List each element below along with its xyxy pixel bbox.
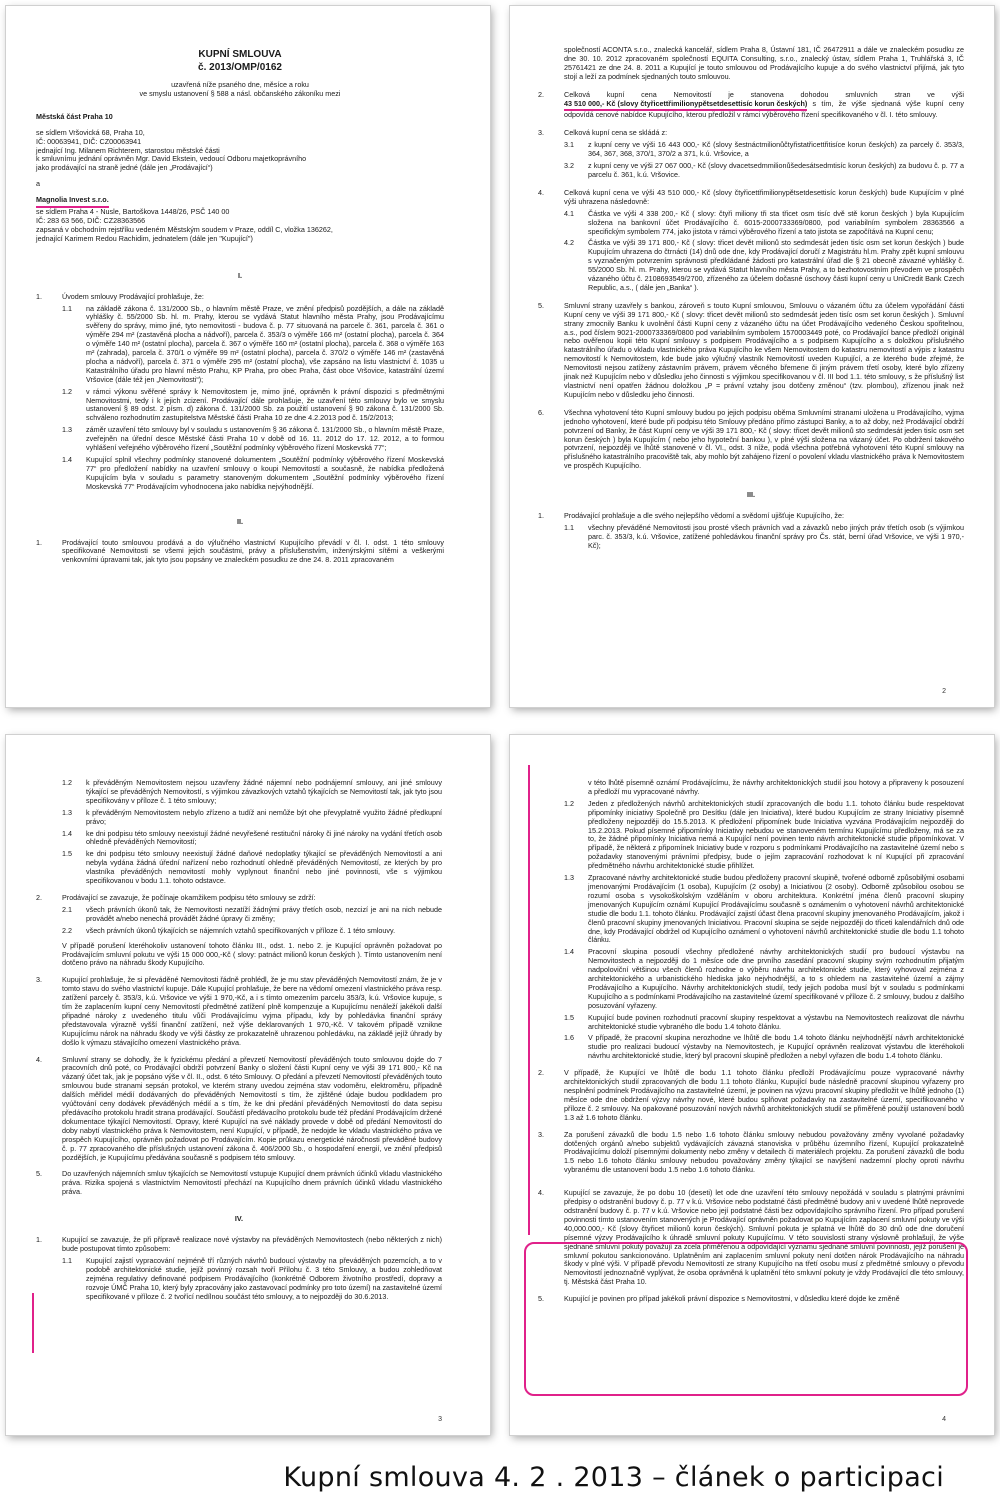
article-heading-4: IV. [234, 1214, 244, 1224]
document-page-2 [510, 6, 994, 707]
paragraph-number: 3. [36, 975, 42, 985]
subparagraph-number: 1.5 [62, 849, 72, 859]
article-heading-1: I. [238, 270, 242, 280]
subparagraph-number: 1.3 [62, 425, 72, 435]
subparagraph [36, 927, 442, 936]
paragraph-number: 1. [36, 537, 42, 547]
paragraph [538, 1069, 964, 1122]
intro-line-2: ve smyslu ustanovení § 588 a násl. občanského zákoníku mezi [139, 88, 341, 98]
article-heading-3: III. [747, 490, 755, 500]
paragraph-text: Kupující se zavazuje, že při přípravě realizace nové výstavby na převáděných Nemovitostech (nebo některých z nich) bude postupovat tímto způsobem: [62, 1235, 442, 1253]
paragraph [538, 302, 964, 400]
subparagraph-text: záměr uzavření této smlouvy byl v souladu s ustanovením § 36 zákona č. 131/2000 Sb., o hlavním městě Praze, zveřejněn na úřední desce Městské části Praha 10 v době od 16. 11. 2012 do 17. 12. 2012, a to formou vyhlášení veřejného výběrového řízení „Soutěžní podmínky výběrového řízení Moskevská 77“; [86, 425, 444, 453]
highlighted-price: 43 510 000,- Kč (slovy čtyřicettřimilionypětsetdesettisíc korun českých) [564, 100, 807, 112]
subparagraph [36, 809, 442, 827]
subparagraph-number: 1.2 [564, 798, 574, 808]
paragraph-number: 1. [36, 291, 42, 301]
subparagraph [36, 1257, 442, 1302]
subparagraph [538, 141, 964, 159]
article-heading-2: II. [237, 516, 243, 526]
paragraph-number: 4. [538, 1188, 544, 1198]
subparagraph-number: 1.4 [564, 947, 574, 957]
subparagraph-text: všech právních úkonů týkajících se nájemních vztahů specifikovaných v příloze č. 1 této smlouvy. [86, 925, 396, 935]
subparagraph [538, 948, 964, 1010]
subparagraph-text: z kupní ceny ve výši 16 443 000,- Kč (slovy šestnáctmilionůčtyřistatřicettřitisíce korun českých) za parcely č. 353/3, 364, 367, 368, 370/1, 370/2 a 371, k.ú. Vršovice, a [588, 140, 964, 159]
paragraph [36, 1056, 442, 1163]
paragraph-text: Kupující prohlašuje, že si převáděné Nemovitosti řádně prohlédl, že je mu stav převáděných Nemovitostí znám, že je v tomto stavu do svého vlastnictví kupuje. Dále Kupující prohlašuje, že bere na vědomí omezení vlastnického práva resp. zatížení parcely č. 353/3, k.ú. Vršovice ve výši 1 970,-Kč, a i s tímto omezením parcelu 353/3, k.ú. Vršovice kupuje, s tím že zaplacením kupní ceny Nemovitostí předmětné zatížení plně kompenzuje a Kupujícímu nenáleží jakékoli další připadné nároky z uvedeného titulu vůči Prodávajícímu vyjma případu, kdy by pohledávka finanční správy představovala výrazně vyšší finanční zatížení, než výše deklarovaných 1 970,-Kč. V takovém případě vznikne Kupujícímu nárok na náhradu škody ve výši částky ze prokazatelně uhrazenou pohledávku, na základě jejíž úhrady by došlo k výmazu stávajícího omezení vlastnického práva. [62, 975, 442, 1047]
paragraph-text: Prodávající touto smlouvou prodává a do výlučného vlastnictví Kupujícího převádí v čl. I. odst. 1 této smlouvy specifikované Nemovitosti se všemi jejich součástmi, právy a příslušenstvím, inženýrskými sítěmi a veškerými venkovními úpravami tak, jak tyto jsou popsány ve znaleckém posudku ze dne 24. 8. 2011 zpracovaném [62, 537, 444, 565]
subparagraph-number: 1.1 [564, 522, 574, 532]
paragraph [538, 46, 964, 82]
subparagraph-number: 1.1 [62, 1255, 72, 1265]
paragraph-text: Za porušení závazků dle bodu 1.5 nebo 1.6 tohoto článku smlouvy nebudou považovány změny vyvolané požadavky dotčených orgánů a/nebo subjektů vydávajících závazná stanoviska v průběhu územního řízení, Kupující prokazatelně Prodávajícímu doloží písemnými dokumenty nebo změny v detailech či materiálech projektu. Za porušení závazků dle bodu 1.5 nebo 1.6 tohoto článku smlouvy nebudou považovány změny týkající se navýšení nadzemní plochy oproti návrhu vybranému dle ustanovení bodu 1.5 nebo 1.6 tohoto článku. [564, 1129, 964, 1175]
paragraph [538, 409, 964, 471]
paragraph [36, 293, 444, 302]
price-text-before: Celková kupní cena Nemovitostí je stanovena dohodou smluvních stran ve výši [564, 89, 964, 99]
subparagraph-text: na základě zákona č. 131/2000 Sb., o hlavním městě Praze, ve znění předpisů pozdějších, a dále na základě vyhlášky č. 55/2000 Sb. hl. m. Prahy, kterou se vydává Statut hlavního města Prahy, jsou Prodávajícímu svěřeny do správy, mimo jiné, tyto nemovitosti - budova č. p. 77 situovaná na parcele č. 361, parcela č. 361 o výměře 294 m² (zastavěná plocha a nádvoří), parcela č. 353/3 o výměře 166 m² (ostatní plocha), parcela č. 364 o výměře 140 m² (ostatní plocha), parcela č. 367 o výměře 160 m² (ostatní plocha), parcela č. 368 o výměře 163 m² (zahrada), parcela č. 370/1 o výměře 99 m² (ostatní plocha), parcela č. 370/2 o výměře 146 m² (zastavěná plocha a nádvoří), parcela č. 371 o výměře 295 m² (ostatní plocha), vše zapsáno na listu vlastnictví č. 1035 u Katastrálního úřadu pro hlavní město Prahu, KP Praha, pro obec Praha, část obce Vršovice, katastrální území Vršovice (dále též jen „Nemovitosti“); [86, 303, 444, 384]
page-number: 4 [942, 1416, 946, 1424]
subparagraph-number: 4.2 [564, 238, 574, 248]
subparagraph-text: Pracovní skupina posoudí všechny předložené návrhy architektonických studií pro budoucí výstavbu na Nemovitostech a nejpozději do 1 měsíce ode dne prvního zasedání pracovní skupiny svým rozhodnutím přijatým nadpoloviční většinou všech členů rozhodne o výběru návrhu architektonické studie, který vyhovoval zejména z architektonického a urbanistického hlediska jako nejvhodnější, a to s ohledem na zastavitelné území a zájmy Prodávajícího a Kupujícího. Návrhy architektonických studií, tedy jejich podoba musí být v souladu s podmínkami Kupujícího a s podmínkami Prodávajícího na zastavitelné území specifikované v příloze č. 2 smlouvy, budou z dalšího posuzování vyřazeny. [588, 947, 964, 1010]
paragraph-number: 3. [538, 128, 544, 138]
subparagraph-text: v této lhůtě písemně oznámí Prodávajícímu, že návrhy architektonických studií jsou hotovy a připraveny k posouzení a předloží mu vypracované návrhy. [588, 778, 964, 796]
paragraph-number: 2. [36, 892, 42, 902]
paragraph [538, 129, 964, 138]
paragraph [538, 512, 964, 521]
paragraph-text: Prodávající prohlašuje a dle svého nejlepšího vědomí a svědomí ujišťuje Kupujícího, že: [564, 511, 844, 521]
subparagraph-text: z kupní ceny ve výši 27 067 000,- Kč (slovy dvacetsedmmilionůšedesátsedmtisíc korun českých) za budovu č. p. 77 a parcelu č. 361, k.ú. Vršovice. [588, 161, 964, 179]
paragraph-number: 4. [538, 187, 544, 197]
seller-line: se sídlem Vršovická 68, Praha 10, [36, 127, 145, 137]
subparagraph-number: 1.1 [62, 303, 72, 313]
subparagraph-text: Kupující zajistí vypracování nejméně tří různých návrhů budoucí výstavby na převáděných pozemcích, a to v podobě architektonické studie, jejíž povinný rozsah tvoří Přílohu č. 3 této Smlouvy, a budou zohledňovat zejména regulativy definované podpisem Prodávajícího (konkrétně Odborem životního prostředí, dopravy a rozvoje ÚMČ Praha 10, který byly zpracovány jako zastavovací podmínky pro toto území) na zastavitelné území specifikované v příloze č. 2 tvořící nedílnou součást této smlouvy, a to nejpozději do 30.6.2013. [86, 1255, 442, 1301]
subparagraph-text: Částka ve výši 39 171 800,- Kč ( slovy: třicet devět milionů sto sedmdesát jeden tisíc osm set korun českých ) bude Kupujícím uhrazena do čtrnácti (14) dnů ode dne, kdy Prodávající doručí z Magistrátu hl.m. Prahy zpět kupní smlouvu s vyznačeným potvrzením správnosti předkládané žádosti pro katastrální úřad dle § 21 obecně závazné vyhlášky č. 55/2000 Sb. hl. m. Prahy, kterou se vydává Statut hlavního města Prahy, a to bezhotovostním převodem ve prospěch vázaného účtu č. 2108693549/2700, zřízeného za účelem dočasné úschovy části kupní ceny u UniCredit Bank Czech Republic, a.s., ( dále jen „Banka“ ). [588, 238, 964, 292]
subparagraph-text: Částka ve výši 4 338 200,- Kč ( slovy: čtyři miliony tři sta třicet osm tisíc dvě stě korun českých ) byla Kupujícím složena na bankovní účet Prodávajícího č. 6015-2000733369/0800, pod variabilním symbolem 28363566 a specifickým symbolem 774, jako jistota v rámci výběrového řízení a tato jistota se započítává na Kupní cenu; [588, 208, 964, 236]
paragraph-number: 2. [538, 1068, 544, 1078]
paragraph-text: společností ACONTA s.r.o., znalecká kancelář, sídlem Praha 8, Ústavní 181, IČ 26472911 a dále ve znaleckém posudku ze dne 30. 10. 2012 zpracovaném společností EQUITA Consulting, s.r.o., znalecký ústav, sídlem Praha 1, Truhlářská 3, IČ 25761421 ze dne 24. 8. 2011 a Kupující je touto smlouvou od Prodávajícího kupuje a do svého vlastnictví přijímá, jak tyto stojí a leží za podmínek sjednaných touto smlouvou. [564, 45, 964, 81]
subparagraph-number: 1.6 [564, 1033, 574, 1043]
buyer-name: Magnolia Invest s.r.o. [36, 196, 109, 208]
buyer-line: jednající Karimem Redou Rachidim, jednatelem (dále jen "Kupující") [36, 233, 253, 243]
subparagraph-text: V případě, že pracovní skupina nerozhodne ve lhůtě dle bodu 1.4 tohoto článku nejvhodnější návrh architektonické studie pro realizaci budoucí výstavby na Nemovitostech, je Kupující oprávněn realizovat výstavbu dle kteréhokoli návrhu architektonické studie, který byl pracovní skupině předložen a nebyl vyřazen dle bodu 1.4 tohoto článku. [588, 1033, 964, 1061]
paragraph-text: Celková kupní cena se skládá z: [564, 128, 668, 138]
subparagraph-number: 3.2 [564, 161, 574, 171]
subparagraph-text: Kupující splnil všechny podmínky stanovené dokumentem „Soutěžní podmínky výběrového řízení Moskevská 77“ pro předložení nabídky na uzavření smlouvy o koupi Nemovitostí a současně, že nabídka předložená Kupujícím byla v souladu s parametry stanoveným dokumentem „Soutěžní podmínky výběrového řízení Moskevská 77“ Prodávajícím vyhodnocena jako nabídka nejvýhodnější. [86, 455, 444, 491]
subparagraph [538, 1034, 964, 1061]
subparagraph [36, 850, 442, 886]
subparagraph [36, 388, 444, 424]
seller-name: Městská část Praha 10 [36, 111, 113, 121]
subparagraph-number: 1.3 [62, 807, 72, 817]
subparagraph-text: ke dni podpisu této smlouvy neexistují žádné daňové nedoplatky týkající se převáděných Nemovitostí a ani nebyla vydána žádná úřední nařízení nebo rozhodnutí ohledně převáděných Nemovitostí, ze kterých by pro vlastníka převáděných nemovitostí mohly vyplynout finanční nebo jiné povinnosti, vše s výjimkou specifikovanou v bodu 1.1. tohoto odstavce. [86, 849, 442, 886]
paragraph-text: V případě porušení kteréhokoliv ustanovení tohoto článku III., odst. 1. nebo 2. je Kupující oprávněn požadovat po Prodávajícím smluvní pokutu ve výši 15 000 000,-Kč ( slovy: patnáct milionů korun českých ). Tímto ustanovením není dotčeno právo na náhradu škody Kupujícího. [62, 940, 442, 968]
figure-caption: Kupní smlouva 4. 2 . 2013 – článek o participaci [283, 1462, 944, 1493]
subparagraph [36, 305, 444, 385]
subparagraph-number: 1.5 [564, 1012, 574, 1022]
subparagraph-text: všechny převáděné Nemovitosti jsou prosté všech právních vad a závazků nebo jiných práv třetích osob (s výjimkou parc. č. 353/3, k.ú. Vršovice, zatížené pohledávkou finanční správy pro Čs. stát, berní úřad Vršovice, ve výši 1 970,-Kč); [588, 522, 964, 550]
paragraph-number: 5. [36, 1169, 42, 1179]
paragraph-number: 6. [538, 407, 544, 417]
subparagraph [36, 906, 442, 924]
seller-line: jako prodávající na straně jedné (dále jen „Prodávající“) [36, 163, 213, 173]
paragraph-number: 1. [36, 1235, 42, 1245]
paragraph-number: 3. [538, 1129, 544, 1139]
seller-line: IČ: 00063941, DIČ: CZ00063941 [36, 136, 142, 146]
subparagraph-number: 1.2 [62, 778, 72, 787]
paragraph-text: Smluvní strany se dohodly, že k fyzickému předání a převzetí Nemovitostí převáděných touto smlouvou dojde do 7 pracovních dnů poté, co Prodávající obdrží potvrzení Banky o složení části Kupní ceny ve výši 39 171 800,- Kč na vázaný účet tak, jak je popsáno výše v čl. II., odst. 6 této Smlouvy. O předání a převzetí Nemovitostí převáděných touto smlouvou bude stranami sepsán protokol, ve kterém strany uvedou zejména stav vodoměru, elektroměru, případně dalších měřidel médií dodávaných do převáděných Nemovitostí s tím, že zjištěné údaje budou podkladem pro vyúčtování ceny dodávek převáděných médií a s tím, že ke dni předání převáděných Nemovitostí do data sepisu předávacího protokolu hradit strana prodávající. Součástí předávacího protokolu bude též předání Prodávajícím držené dokumentace týkající Nemovitostí. Opravy, které Kupující na své náklady provede v době od předání Nemovitostí do doby nabytí vlastnického práva k Nemovitostem, není Kupující, v případě, že nedojde ke vkladu vlastnického práva ve prospěch Kupujícího, oprávněn požadovat po Prodávajícím. Kopie průkazu energetické náročnosti převáděné budovy č. p. 77 zpracovaného dle příslušných ustanovení zákona č. 406/2000 Sb., o hospodaření energií, ve znění předpisů pozdějších, je Kupujícímu předávána současně s podpisem této smlouvy. [62, 1054, 442, 1162]
subparagraph-text: v rámci výkonu svěřené správy k Nemovitostem je, mimo jiné, oprávněn k právní dispozici s předmětnými Nemovitostmi, tedy i k jejich zcizení. Prodávající dále prohlašuje, že uzavření této smlouvy bylo ve smyslu ustanovení § 89 odst. 2 písm. d) zákona č. 131/2000 Sb. za použití ustanovení § 90 zákona č. 131/2000 Sb. schváleno rozhodnutím zastupitelstva Městské části Praha 10 ze dne 4.2.2013 pod č. 15/2/2013; [86, 386, 444, 423]
page-number: 2 [942, 688, 946, 696]
buyer-line: se sídlem Praha 4 - Nusle, Bartoškova 1448/26, PSČ 140 00 [36, 207, 230, 217]
paragraph-number: 1. [538, 511, 544, 521]
paragraph-text: Kupující se zavazuje, že po dobu 10 (deseti) let ode dne uzavření této smlouvy nepožádá v souladu s platnými právními předpisy o odstranění budovy č. p. 77 v k.ú. Vršovice nebo podstatné části předmětné budovy ani v uvedené lhůtě neprovede odstranění budovy č. p. 77 v k.ú. Vršovice nebo její podstatné části bez odpovídajícího správního řízení. Pro případ porušení povinnosti tímto ustanovením stanovených je Prodávající oprávněn požadovat po Kupujícím zaplacení smluvní pokuty ve výši 40,000.000,- Kč (slovy čtyřicet milionů korun českých). Smluvní pokuta je splatná ve lhůtě do 30 dnů ode dne doručení písemné výzvy Prodávajícího k úhradě smluvní pokuty Kupujícímu. V této souvislosti strany výslovně prohlašují, že výše sjednané smluvní pokuty považují za zcela přiměřenou a odpovídající významu sjednané smluvní povinnosti, jejíž porušení je smluvní pokutou sankcionováno. Uplatněním ani zaplacením smluvní pokuty není dotčen nárok Prodávajícího na náhradu škody v plné výši. V případě převodu Nemovitostí ze strany Kupujícího na třetí osobu musí z předmětné smlouvy o převodu Nemovitostí jednoznačně vyplývat, že osoba oprávněná k uplatnění této smluvní pokuty je vždy Prodávající dle této smlouvy, tj. Městská část Praha 10. [564, 1188, 964, 1287]
subparagraph-text: všech právních úkonů tak, že Nemovitosti nezatíží žádnými právy třetích osob, nezcizí je ani na nich nebude provádět a/nebo nenechá provádět žádné úpravy či změny; [86, 904, 442, 923]
subparagraph-number: 4.1 [564, 208, 574, 218]
highlight-margin-line [528, 765, 530, 1235]
subparagraph [538, 1014, 964, 1032]
paragraph-text: V případě, že Kupující ve lhůtě dle bodu 1.1 tohoto článku předloží Prodávajícímu pouze vypracované návrhy architektonických studií zpracovaných dle bodu 1.1 tohoto článku, Kupující bude následně pracovní skupinou vyřazeny pro nesplnění podmínek Prodávajícího na zastavitelné území, je povinen na výzvu pracovní skupiny předložit ve lhůtě jednoho (1) měsíce ode dne obdržení výzvy návrhy nové, které budou splňovat požadavky na zastavitelné území, specifikovaného v příloze č. 2 smlouvy. Na opakované posuzování nových návrhů architektonických studií se přiměřeně použijí ustanovení bodů 1.3 až 1.6 tohoto článku. [564, 1068, 964, 1122]
subparagraph [36, 830, 442, 848]
subparagraph-number: 1.2 [62, 386, 72, 396]
subparagraph [538, 239, 964, 292]
contract-number: č. 2013/OMP/0162 [198, 62, 282, 73]
paragraph [36, 539, 444, 566]
paragraph-text: Všechna vyhotovení této Kupní smlouvy budou po jejich podpisu oběma Smluvními stranami uložena u Prodávajícího, vyjma jednoho vyhotovení, které bude při podpisu této Smlouvy předáno přímo zástupci Banky, a to až doby, než Prodávající obdrží potvrzení od Banky, že část Kupní ceny ve výši 39 171 800,- Kč ( slovy: třicet devět milionů sto sedmdesát jeden tisíc osm set korun českých ) byla Kupujícím ( nebo jeho hypoteční bankou ), v plné výši složena na vázaný účet. Po obdržení takového potvrzení, nejpozději ve lhůtě stanovené v čl. VI., odst. 3 níže, podá všechna potřebná vyhotovení této Kupní smlouvy na příslušného katastrálního pracoviště tak, aby mohlo být zahájeno řízení o povolení vkladu vlastnického práva k Nemovitostem ve prospěch Kupujícího. [564, 407, 964, 471]
subparagraph-text: Kupující bude povinen rozhodnutí pracovní skupiny respektovat a výstavbu na Nemovitostech realizovat dle návrhu architektonické studie vybraného dle bodu 1.4 tohoto článku. [588, 1012, 964, 1031]
paragraph [36, 942, 442, 969]
seller-line: jednající Ing. Milanem Richterem, starostou městské části [36, 145, 220, 155]
price-paragraph [538, 91, 964, 121]
document-page-3 [6, 735, 490, 1435]
paragraph-text: Celková kupní cena ve výši 43 510 000,- Kč (slovy čtyřicettřimilionypětsetdesettisíc korun českých) bude Kupujícím v plné výši uhrazena následovně: [564, 187, 964, 206]
subparagraph-number: 2.1 [62, 904, 72, 914]
buyer-line: zapsaná v obchodním rejstříku vedeném Městským soudem v Praze, oddíl C, vložka 136262, [36, 224, 333, 234]
paragraph [538, 189, 964, 207]
subparagraph-text: k převáděným Nemovitostem nebylo zřízeno a tudíž ani nemůže být ohe převyplatně využito žádné předkupní právo; [86, 807, 442, 826]
subparagraph [538, 779, 964, 797]
subparagraph [36, 779, 442, 806]
subparagraph-number: 3.1 [564, 140, 574, 150]
subparagraph [538, 524, 964, 551]
document-page-1 [6, 6, 490, 707]
subparagraph [36, 426, 444, 453]
subparagraph-text: ke dni podpisu této smlouvy neexistují žádné nevyřešené restituční nároky či jiné nároky na vydání třetích osob ohledně převáděných Nemovitostí; [86, 828, 442, 847]
paragraph-text: Smluvní strany uzavřely s bankou, zároveň s touto Kupní smlouvou, Smlouvu o vázaném účtu za účelem vypořádání části Kupní ceny ve výši 39 171 800,- Kč ( slovy: třicet devět milionů sto sedmdesát jeden tisíc osm set korun českých ). Smluvní strany zmocnily Banku k uvolnění části Kupní ceny z vázaného účtu na účet Prodávajícího vedeného Českou spořitelnou, a.s., pod číslem 9021-2000733369/0800 pod variabilním symbolem 1570003449 poté, co Prodávající bance předloží originál nebo ověřenou kopii této Kupní smlouvy s podpisem Prodávajícího a s podpisem Kupujícího a s doložkou příslušného katastrálního úřadu o vkladu vlastnického práva Kupujícího ke všem Nemovitostem do katastru nemovitostí a výpis z katastru nemovitostí k Nemovitostem, kde bude jako výlučný vlastník Nemovitostí uveden Kupující, a ze kterého bude zřejmé, že Nemovitosti nejsou zatíženy zástavním právem, právem věcného břemene či jiným právem třetí osoby, které bylo zřízeny jinak než Kupujícím nebo v důsledku jeho činnosti s výjimkou specifikovanou v čl. III bod 1.1. této smlouvy, s že příslušný list vlastnictví není opatřen žádnou doložkou „P = právní vztahy jsou dotčeny změnou“ (tzv. plombou), zřízenou jinak než Kupujícím nebo v důsledku jeho činnosti. [564, 300, 964, 399]
paragraph-number: 4. [36, 1054, 42, 1064]
subparagraph [538, 800, 964, 871]
buyer-line: IČ: 283 63 566, DIČ: CZ28363566 [36, 215, 146, 225]
contract-title: KUPNÍ SMLOUVA [198, 49, 282, 60]
paragraph-number: 5. [538, 300, 544, 310]
subparagraph [538, 874, 964, 945]
highlight-box [524, 1242, 968, 1396]
highlight-margin-line [32, 1293, 34, 1353]
subparagraph-number: 2.2 [62, 925, 72, 935]
intro-line-1: uzavřená níže psaného dne, měsíce a roku [171, 80, 309, 89]
paragraph-text: Kupující je povinen pro případ jakékoli právní dispozice s Nemovitostmi, v důsledku které dojde ke změně [564, 1294, 900, 1304]
page-number: 3 [438, 1416, 442, 1424]
and-separator: a [36, 179, 40, 189]
subparagraph-number: 1.3 [564, 873, 574, 883]
paragraph-number: 5. [538, 1294, 544, 1304]
paragraph [36, 1170, 442, 1197]
subparagraph [538, 162, 964, 180]
subparagraph-text: Zpracované návrhy architektonické studie budou předloženy pracovní skupině, tvořené odborně způsobilými osobami jmenovanými Prodávajícím (1 osoba), Kupujícím (2 osoby) a Iniciativou (2 osoby). Odborně způsobilou osobou se rozumí osoba s vysokoškolským vzděláním v oboru architektura. Konkrétní jména členů pracovní skupiny jmenovaných Kupujícím oznámí Kupující Prodávajícímu současně s oznámením o vyhotovení návrhů architektonické studie dle bodu 1.1. tohoto článku. Prodávající zajistí účast člena pracovní skupiny jmenovaného Prodávajícím, jakož i členů pracovní skupiny jmenovaných Iniciativou. Pracovní skupina se sejde nejpozději do třiceti kalendářních dnů ode dne, kdy Prodávající obdržel od Kupujícího oznámení o vyhotovení návrhů architektonické studie dle bodu 1.1 tohoto článku. [588, 873, 964, 945]
price-text-after: s tím, že výše sjednaná výše kupní ceny odpovídá cenové nabídce Kupujícího, kterou předložil v rámci výběrového řízení specifikovaného v čl. I. této smlouvy. [564, 98, 964, 120]
seller-line: k smluvnímu jednání oprávněn Mgr. David Ekstein, vedoucí Odboru majetkoprávního [36, 154, 307, 164]
paragraph [36, 1236, 442, 1254]
paragraph [36, 976, 442, 1047]
paragraph [538, 1131, 964, 1176]
paragraph-text: Úvodem smlouvy Prodávající prohlašuje, že: [62, 291, 204, 301]
paragraph-number: 2. [538, 89, 544, 99]
subparagraph [538, 210, 964, 237]
subparagraph-number: 1.4 [62, 455, 72, 464]
subparagraph-number: 1.4 [62, 828, 72, 838]
subparagraph-text: Jeden z předložených návrhů architektonických studií zpracovaných dle bodu 1.1. tohoto článku bude respektovat připomínky iniciativy Společně pro Desítku (dále jen Iniciativa), které budou Kupujícím ze strany Iniciativy písemně předloženy nejpozději do 15.5.2013. K předložení připomínek bude Iniciativa vyzvána Prodávajícím nejpozději do 15.2.2013. Pokud písemné připomínky Iniciativy nebudou ve stanoveném termínu Kupujícímu předloženy, má se za to, že žádné připomínky Iniciativa nemá a Kupující není povinen tento návrh architektonické studie připomínkovat. V případě, že některá z připomínek Iniciativy bude v rozporu s podmínkami Prodávajícího na zastavitelné území nebo s požadavky stanovenými právními předpisy, bude o jejím zapracování rozhodovat k ní Kupující při zpracování předmětného návrhu architektonické studie přihlížet. [588, 798, 964, 871]
paragraph [36, 894, 442, 903]
paragraph-text: Do uzavřených nájemních smluv týkajících se Nemovitostí vstupuje Kupující dnem právních účinků vkladu vlastnického práva. Rizika spojená s vlastnictvím Nemovitostí přechází na Kupujícího dnem právních účinků vkladu vlastnického práva. [62, 1169, 442, 1197]
subparagraph [36, 456, 444, 492]
subparagraph-text: k převáděným Nemovitostem nejsou uzavřeny žádné nájemní nebo podnájemní smlouvy, ani jiné smlouvy týkající se převáděných Nemovitostí, s výjimkou závazkových vztahů týkajících se Nemovitostí tak, jak tyto jsou specifikovány v příloze č. 1 této smlouvy; [86, 778, 442, 805]
paragraph-text [564, 91, 964, 121]
paragraph-text: Prodávající se zavazuje, že počínaje okamžikem podpisu této smlouvy se zdrží: [62, 892, 316, 902]
